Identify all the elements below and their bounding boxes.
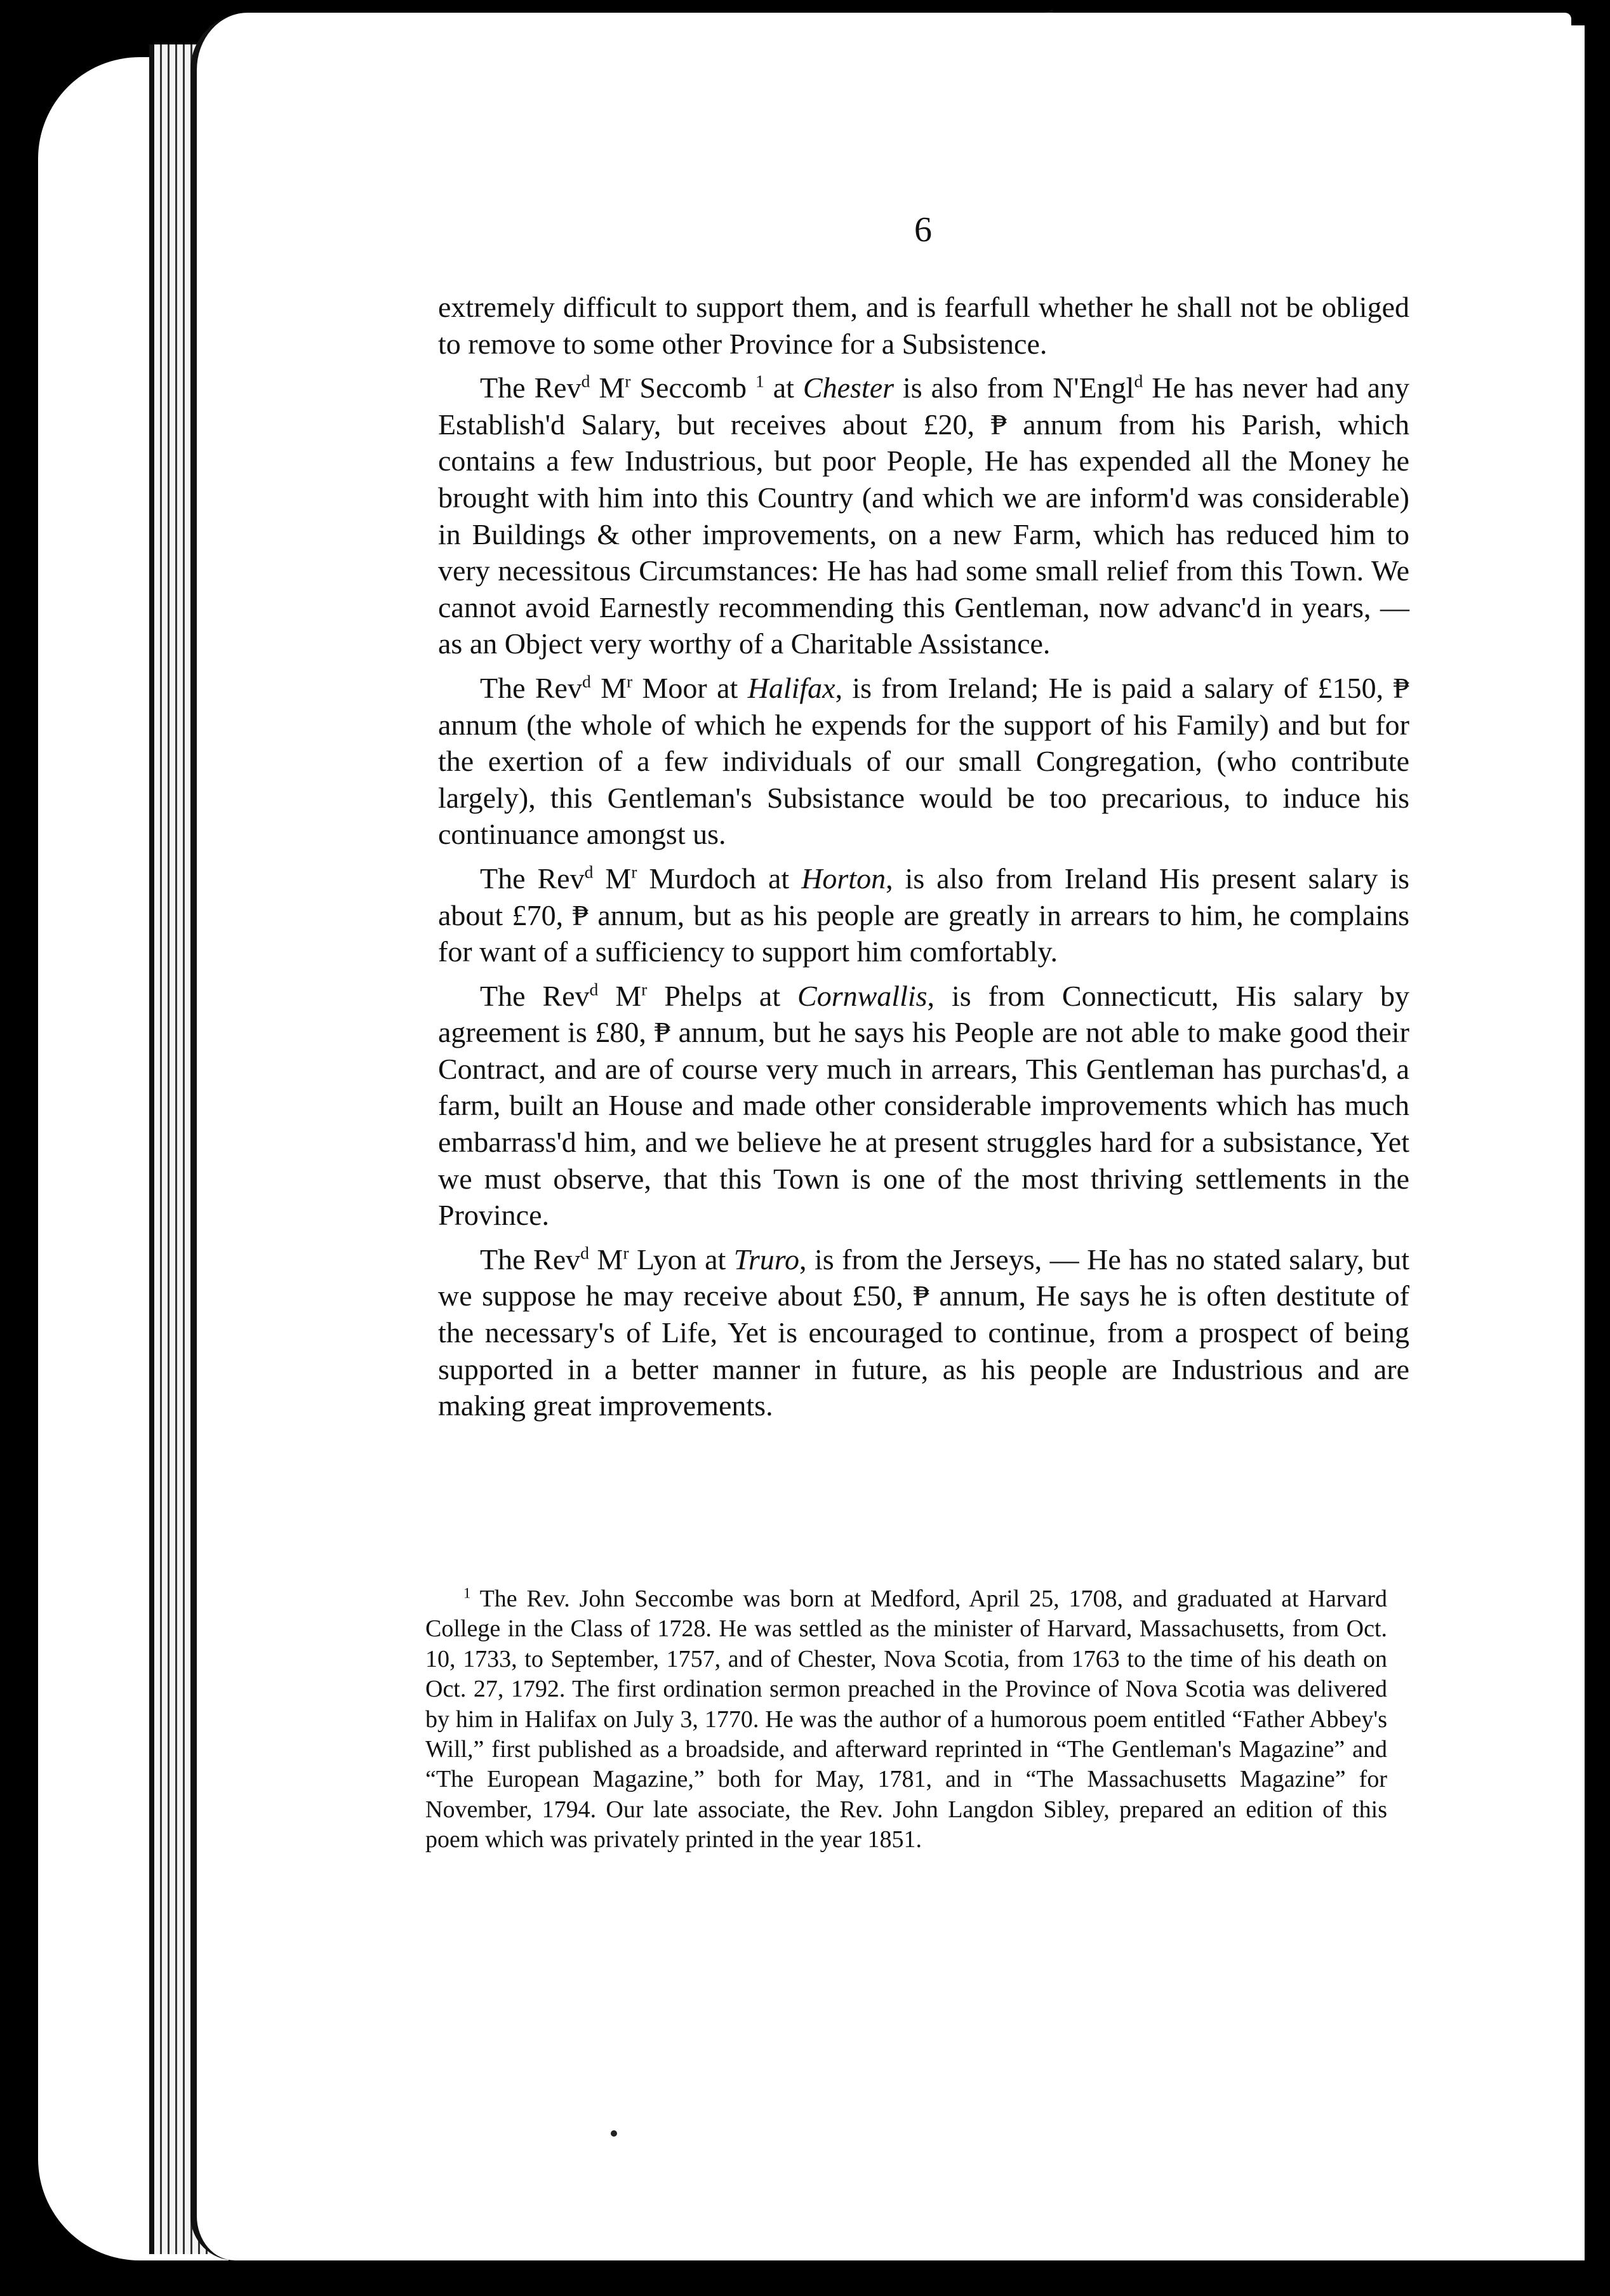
p3-sup2: r	[626, 671, 633, 691]
paragraph-5	[438, 978, 1409, 1234]
footnote-reference: 1	[755, 371, 764, 391]
p5-rest: , is from Connecticutt, His salary by agreement is £80, ₱ annum, but he says his People are not able to make good their Contract, and are of course very much in arrears, This Gentleman has purchas'd, a farm, built an House and made other considerable improvements which has much embarrass'd him, and we believe he at present struggles hard for a subsistance, Yet we must observe, that this Town is one of the most thriving settlements in the Province.	[438, 979, 1409, 1232]
p3-sup1: d	[582, 671, 591, 691]
p3-pre: The Rev	[480, 671, 582, 704]
p2-place: Chester	[802, 371, 895, 404]
paragraph-3	[438, 670, 1409, 853]
p4-name: Murdoch at	[637, 862, 802, 895]
page-number: 6	[914, 210, 932, 250]
p2-name: Seccomb	[630, 371, 747, 404]
p2-pre: The Rev	[480, 371, 582, 404]
paragraph-1: extremely difficult to support them, and is fearfull whether he shall not be obliged to remove to some other Province for a Subsistence.	[438, 291, 1409, 360]
p3-place: Halifax	[747, 671, 835, 704]
footnote-paragraph	[425, 1584, 1387, 1855]
p5-pre: The Rev	[480, 979, 590, 1012]
p2-mid1: M	[590, 371, 625, 404]
p2-sup2: r	[625, 371, 631, 391]
paragraph-6	[438, 1241, 1409, 1424]
p4-sup1: d	[584, 862, 594, 882]
p5-sup2: r	[641, 979, 648, 999]
p5-mid1: M	[598, 979, 642, 1012]
paragraph-4	[438, 860, 1409, 970]
p3-rest: , is from Ireland; He is paid a salary of £150, ₱ annum (the whole of which he expends for the support of his Family) and but for the exertion of a few individuals of our small Congregation, (who contribute largely), this Gentleman's Subsistance would be too precarious, to induce his continuance amongst us.	[438, 671, 1409, 851]
p2-sup3: d	[1134, 371, 1143, 391]
body-text	[438, 289, 1409, 1432]
p2-rest-a: is also from N'Engl	[894, 371, 1134, 404]
p5-name: Phelps at	[647, 979, 798, 1012]
p6-pre: The Rev	[480, 1243, 581, 1276]
p4-mid1: M	[593, 862, 632, 895]
p3-name: Moor at	[632, 671, 748, 704]
p4-pre: The Rev	[480, 862, 585, 895]
p6-place: Truro	[733, 1243, 799, 1276]
p5-sup1: d	[589, 979, 599, 999]
p4-rest: , is also from Ireland His present salary is about £70, ₱ annum, but as his people are greatly in arrears to him, he complains for want of a sufficiency to support him comfortably.	[438, 862, 1409, 968]
page-speck	[611, 2130, 617, 2137]
p2-rest-b: He has never had any Establish'd Salary, but receives about £20, ₱ annum from his Parish, which contains a few Industrious, but poor People, He has expended all the Money he brought with him into this Country (and which we are inform'd was considerable) in Buildings & other improvements, on a new Farm, which has reduced him to very necessitous Circumstances: He has had some small relief from this Town. We cannot avoid Earnestly recommending this Gentleman, now advanc'd in years, — as an Object very worthy of a Charitable Assistance.	[438, 371, 1409, 660]
p6-rest: , is from the Jerseys, — He has no stated salary, but we suppose he may receive about £50, ₱ annum, He says he is often destitute of the necessary's of Life, Yet is encouraged to continue, from a prospect of being supported in a better manner in future, as his people are Industrious and are making great improvements.	[438, 1243, 1409, 1422]
footnote-text: The Rev. John Seccombe was born at Medford, April 25, 1708, and graduated at Harvard College in the Class of 1728. He was settled as the minister of Harvard, Massachusetts, from Oct. 10, 1733, to September, 1757, and of Chester, Nova Scotia, from 1763 to the time of his death on Oct. 27, 1792. The first ordination sermon preached in the Province of Nova Scotia was delivered by him in Halifax on July 3, 1770. He was the author of a humorous poem entitled “Father Abbey's Will,” first published as a broadside, and afterward reprinted in “The Gentleman's Magazine” and “The European Magazine,” both for May, 1781, and in “The Massachusetts Magazine” for November, 1794. Our late associate, the Rev. John Langdon Sibley, prepared an edition of this poem which was privately printed in the year 1851.	[425, 1585, 1387, 1853]
p4-place: Horton	[801, 862, 886, 895]
p5-place: Cornwallis	[797, 979, 928, 1012]
p6-sup2: r	[623, 1243, 629, 1263]
p4-sup2: r	[631, 862, 637, 882]
footnote-marker: 1	[463, 1585, 471, 1601]
p2-at: at	[764, 371, 803, 404]
paragraph-2	[438, 370, 1409, 662]
p6-sup1: d	[580, 1243, 589, 1263]
p6-name: Lyon at	[629, 1243, 734, 1276]
footnote	[425, 1584, 1387, 1855]
p3-mid1: M	[590, 671, 627, 704]
p6-mid1: M	[589, 1243, 623, 1276]
p2-sup1: d	[581, 371, 590, 391]
